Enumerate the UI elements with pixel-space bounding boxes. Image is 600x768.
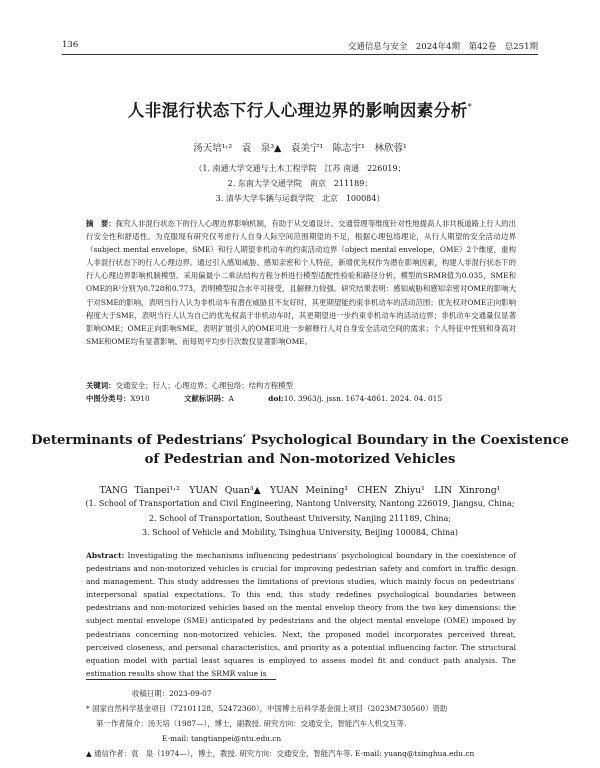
corresponding-note (86, 746, 526, 761)
doi-value: 10. 3963/j. jssn. 1674-4861. 2024. 04. 015 (283, 394, 443, 403)
abstract-text: Investigating the mechanisms influencing pedestrians′ psychological boundary in the coexistence of pedestrians and non-motorized vehicles is crucial for improving pedestrian safety and comfort in traffic design and management. This study addresses the limitations of previous studies, which mainly focus on pedestrians′ interpersonal spatial expectations. To this end, this study redefines psychological boundaries between pedestrians and non-motorized vehicles based on the mental envelop theory from the two key dimensions: the subject mental envelope (SME) anticipated by pedestrians and the object mental envelope (OME) imposed by pedestrians concerning non-motorized vehicles. Next, the proposed model incorporates perceived threat, perceived closeness, and personal characteristics, and priority as a potential influencing factor. The structural equation model with partial least squares is employed to assess model fit and conduct path analysis. The estimation results show that the SRMR value is (86, 551, 517, 678)
doc-code-value: A (228, 394, 234, 403)
english-title-line: of Pedestrian and Non-motorized Vehicles (144, 452, 456, 467)
title-footnote-mark: * (467, 102, 473, 112)
affiliation-line: 3. 清华大学车辆与运载学院 北京 100084） (215, 194, 385, 203)
corresponding-text: 通信作者：袁 泉（1974—），博士，教授. 研究方向：交通安全，智能汽车等. E-mail: yuanq@tsinghua.edu.cn (94, 749, 475, 758)
english-affiliations (0, 497, 600, 541)
chinese-affiliations (0, 161, 600, 206)
fund-mark: * (86, 704, 90, 713)
clc-value: X910 (130, 394, 150, 403)
abstract-label: Abstract: (86, 551, 125, 560)
keywords-label: 关键词： (86, 381, 116, 390)
affiliation-line: （1. 南通大学交通与土木工程学院 江苏 南通 226019； (194, 164, 406, 173)
clc-label: 中图分类号： (86, 394, 131, 403)
chinese-keywords (86, 379, 516, 392)
fund-text: 国家自然科学基金项目（72101128，52472360），中国博士后科学基金面上项目（2023M730560）资助 (92, 704, 448, 713)
doi-label: doi: (268, 394, 284, 403)
abstract-label: 摘 要： (86, 219, 116, 228)
abstract-text: 探究人非混行状态下的行人心理边界影响机制，有助于从交通设计、交通管理等维度针对性地提高人非共板道路上行人的出行安全性和舒适性。为克服现有研究仅考虑行人自身人际空间范围期望的不足，根据心理包络理论，从行人期望的安全活动边界（subject mental envelope，SME）和行人期望非机动车的约束活动边界（object mental envelope，OME）2个维度，重构人非混行状态下的行人心理边界。通过引入感知威胁、感知亲密和个人特征，新增优先权作为潜在影响因素，构建人非混行状态下的行人心理边界影响机制模型。采用偏最小二乘法结构方程分析进行模型适配性检验和路径分析，模型的SRMR值为0.035，SME和OME的R²分别为0.728和0.773，表明模型拟合水平可接受，且解释力较强。研究结果表明：感知威胁和感知亲密对OME的影响大于对SME的影响，表明当行人认为非机动车有潜在威胁且不友好时，其更期望能约束非机动车的活动范围；优先权对OME正向影响程度大于SME，表明当行人认为自己的优先权高于非机动车时，其更期望进一步约束非机动车的活动边界；非机动车交通量仅显著影响OME；OME正向影响SME，表明扩展引入的OME可进一步解释行人对自身安全活动空间的需求；个人特征中性别和身高对SME和OME均有显著影响，而每周平均步行次数仅显著影响OME。 (86, 219, 516, 346)
keywords-text: 交通安全；行人；心理边界；心理包络；结构方程模型 (115, 381, 293, 390)
english-abstract (86, 549, 516, 680)
footnotes (86, 686, 526, 761)
affiliation-line: 3. School of Vehicle and Mobility, Tsinghua University, Beijing 100084, China) (141, 528, 459, 537)
fund-note (86, 701, 526, 716)
classification-line (86, 392, 516, 405)
running-header (62, 40, 538, 52)
header-rule (62, 54, 538, 55)
journal-info: 交通信息与安全 2024年4期 第42卷 总251期 (347, 42, 538, 52)
chinese-abstract (86, 217, 516, 348)
english-title (0, 431, 600, 469)
received-date: 收稿日期：2023-09-07 (132, 689, 212, 698)
chinese-authors: 汤天培¹˒² 袁 泉³▲ 袁美宁¹ 陈志宇¹ 林欣蓉¹ (193, 143, 407, 154)
affiliation-line: (1. School of Transportation and Civil Engineering, Nantong University, Nantong 226019, Jiangsu, China; (85, 499, 515, 508)
affiliation-line: 2. School of Transportation, Southeast University, Nanjing 211189, China; (148, 513, 452, 523)
corresponding-mark: ▲ (86, 749, 92, 758)
chinese-title-text: 人非混行状态下行人心理边界的影响因素分析 (127, 101, 468, 120)
english-authors: TANG Tianpei¹˒² YUAN Quan³▲ YUAN Meining¹ CHEN Zhiyu¹ LIN Xinrong¹ (99, 485, 501, 496)
doc-code-label: 文献标识码： (184, 394, 229, 403)
affiliation-line: 2. 东南大学交通学院 南京 211189； (227, 179, 373, 188)
first-author-note: 第一作者简介：汤天培（1987—），博士，副教授. 研究方向：交通安全，智能汽车人机交互等. (96, 719, 407, 728)
footnote-rule (86, 679, 276, 680)
page-number: 136 (62, 40, 79, 50)
chinese-title (0, 97, 600, 121)
english-title-line: Determinants of Pedestrians′ Psychological Boundary in the Coexistence (31, 433, 569, 448)
first-author-email: E-mail: tangtianpei@ntu.edu.cn (162, 734, 282, 743)
